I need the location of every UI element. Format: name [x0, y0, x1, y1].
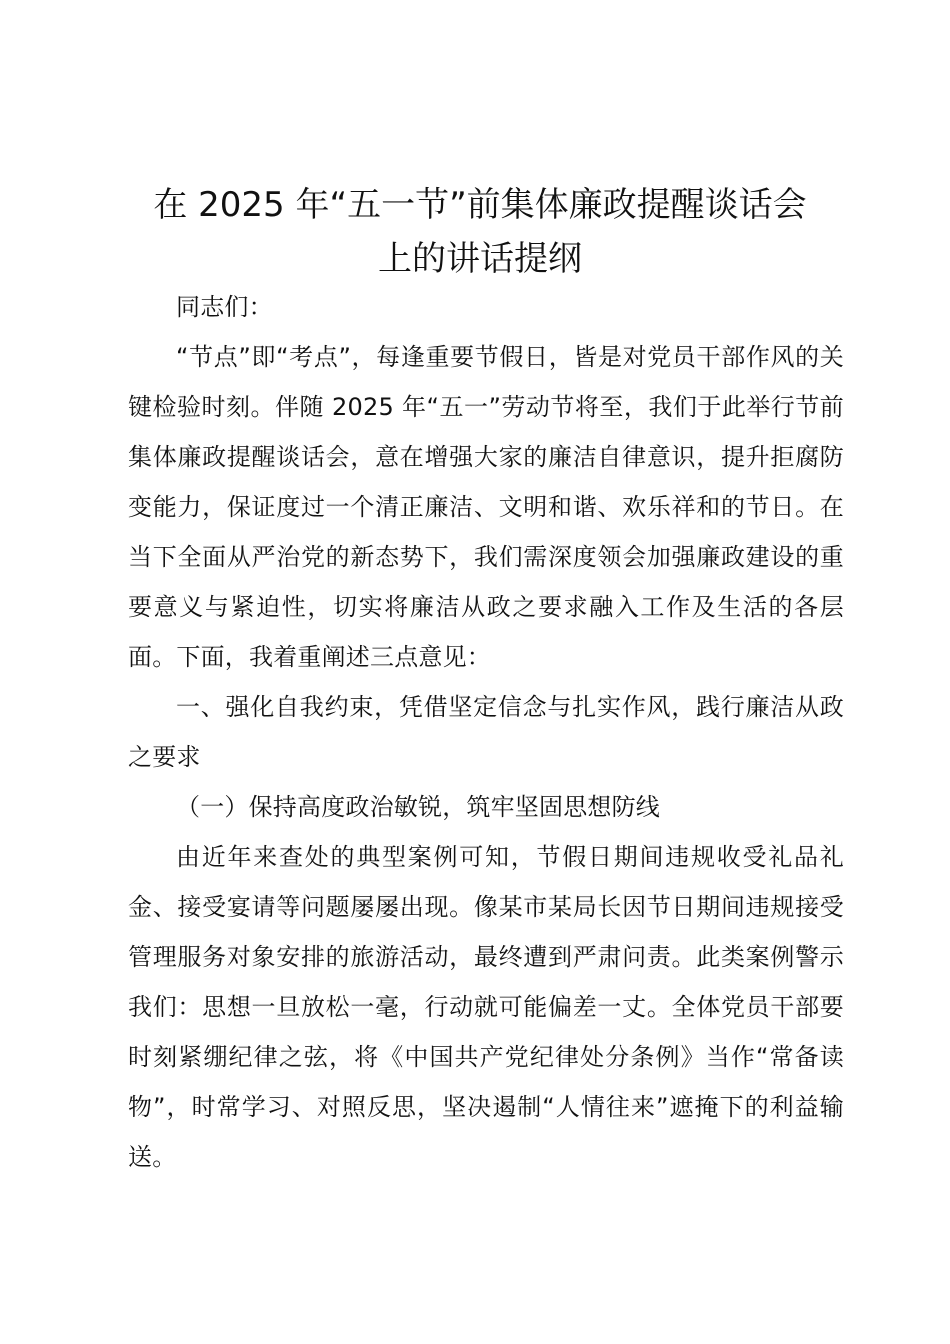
subsection-heading-1: （一）保持高度政治敏锐，筑牢坚固思想防线 [176, 793, 660, 821]
title-line-2: 上的讲话提纲 [378, 239, 582, 279]
body-paragraph-2: 由近年来查处的典型案例可知，节假日期间违规收受礼品礼金、接受宴请等问题屡屡出现。像某市某局长因节日期间违规接受管理服务对象安排的旅游活动，最终遭到严肃问责。此类案例警示我们：思想一旦放松一毫，行动就可能偏差一丈。全体党员干部要时刻紧绷纪律之弦，将《中国共产党纪律处分条例》当作“常备读物”，时常学习、对照反思，坚决遏制“人情往来”遮掩下的利益输送。 [128, 843, 844, 1171]
greeting: 同志们： [176, 293, 273, 321]
section-heading-1: 一、强化自我约束，凭借坚定信念与扎实作风，践行廉洁从政之要求 [128, 693, 844, 771]
intro-paragraph: “节点”即“考点”，每逢重要节假日，皆是对党员干部作风的关键检验时刻。伴随 2025 年“五一”劳动节将至，我们于此举行节前集体廉政提醒谈话会，意在增强大家的廉洁自律意识，提升拒腐防变能力，保证度过一个清正廉洁、文明和谐、欢乐祥和的节日。在当下全面从严治党的新态势下，我们需深度领会加强廉政建设的重要意义与紧迫性，切实将廉洁从政之要求融入工作及生活的各层面。下面，我着重阐述三点意见： [128, 343, 844, 671]
document-title [110, 178, 850, 286]
document-body [128, 282, 844, 1182]
title-line-1: 在 2025 年“五一节”前集体廉政提醒谈话会 [153, 185, 807, 225]
